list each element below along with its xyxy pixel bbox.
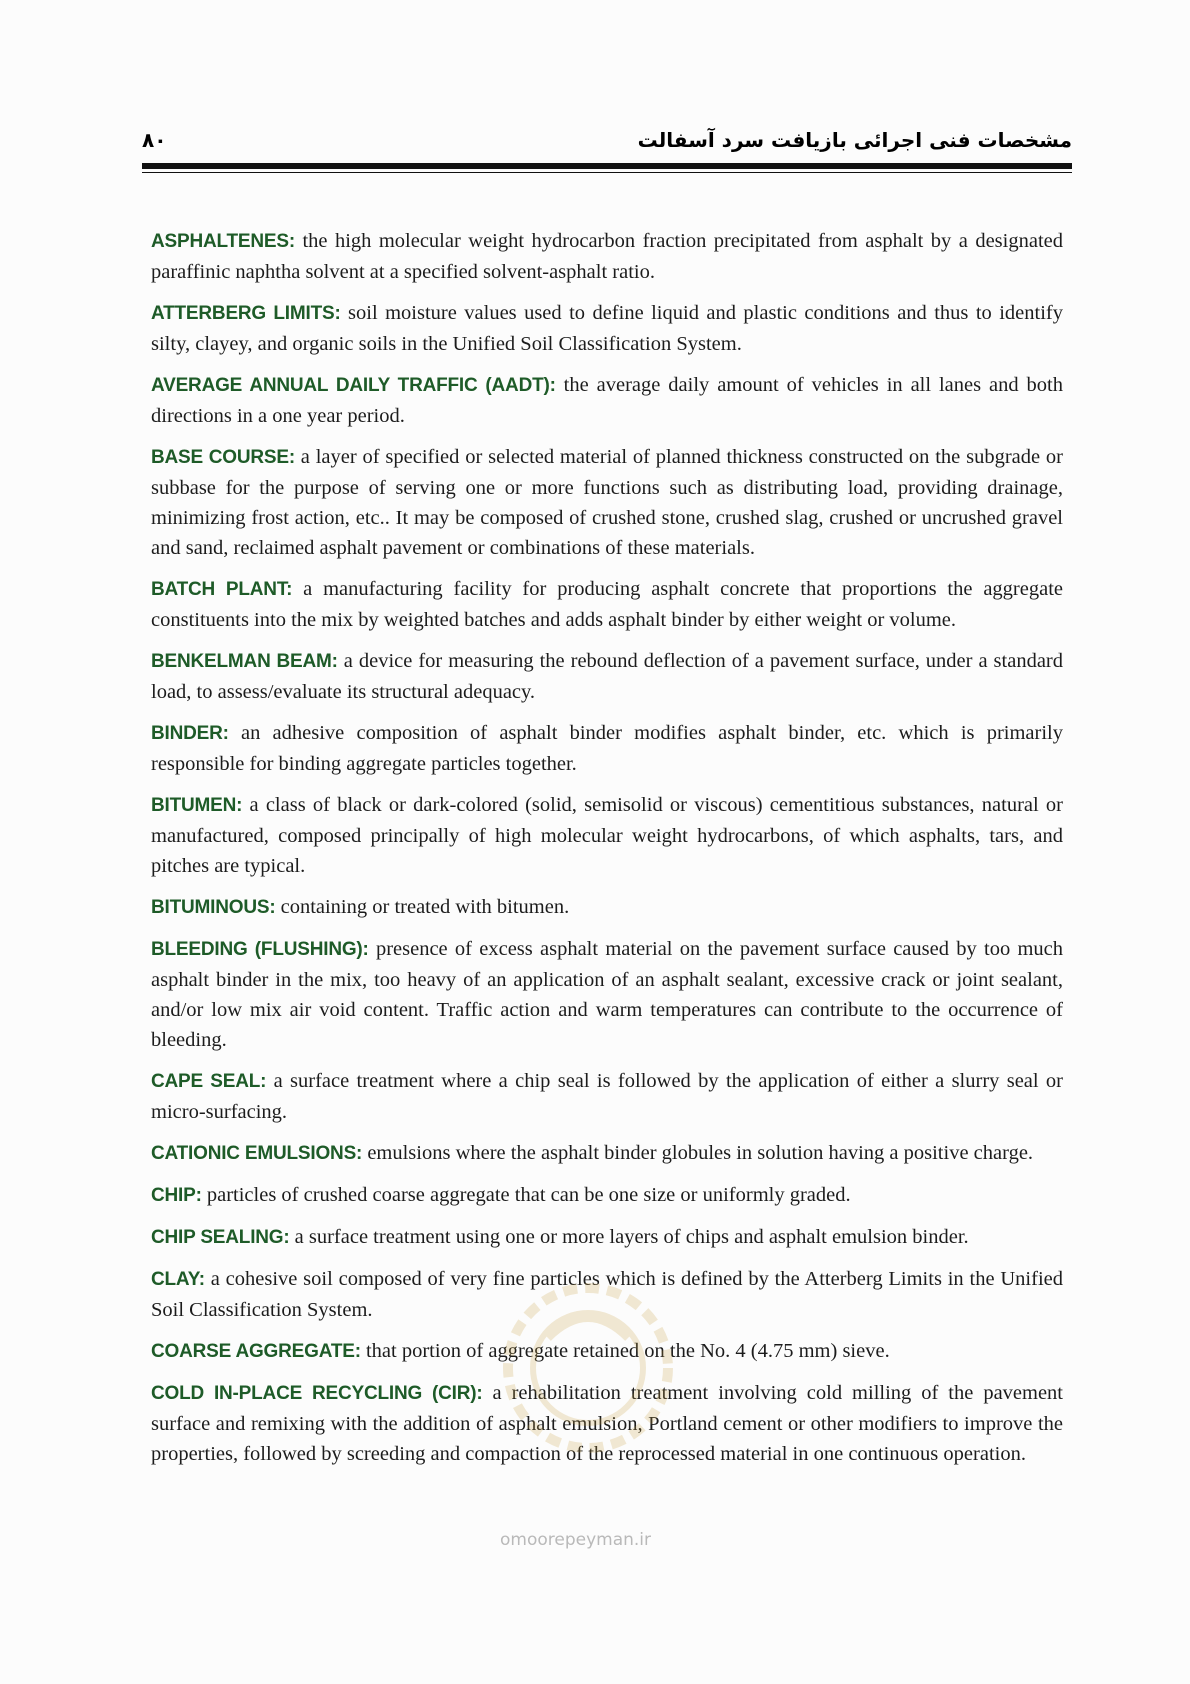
glossary-entry [151, 1138, 1063, 1169]
glossary-entry [151, 442, 1063, 563]
glossary-definition: that portion of aggregate retained on the No. 4 (4.75 mm) sieve. [360, 1340, 890, 1362]
glossary-term: BITUMEN: [151, 795, 243, 816]
glossary-term: CAPE SEAL: [151, 1071, 267, 1092]
glossary-term: BLEEDING (FLUSHING): [151, 939, 369, 960]
glossary-definition: a surface treatment where a chip seal is followed by the application of either a slurry seal or micro-surfacing. [151, 1070, 1063, 1123]
header-rule [142, 163, 1072, 169]
glossary-definition: presence of excess asphalt material on the pavement surface caused by too much asphalt binder in the mix, too heavy of an application of an asphalt sealant, excessive crack or joint sealant, and/or low mix air void content. Traffic action and warm temperatures can contribute to the occurrence of bleeding. [151, 938, 1063, 1051]
header-title: مشخصات فنی اجرائی بازیافت سرد آسفالت [637, 128, 1072, 152]
glossary-entry [151, 1180, 1063, 1211]
glossary-definition: soil moisture values used to define liquid and plastic conditions and thus to identify silty, clayey, and organic soils in the Unified Soil Classification System. [151, 302, 1063, 355]
glossary-definition: a rehabilitation treatment involving cold milling of the pavement surface and remixing with the addition of asphalt emulsion, Portland cement or other modifiers to improve the properties, followed by screeding and compaction of the reprocessed material in one continuous operation. [151, 1382, 1064, 1465]
glossary-term: BATCH PLANT: [151, 579, 293, 600]
header-rule-thin [142, 172, 1072, 173]
glossary-entry [151, 646, 1063, 707]
glossary-term: CHIP: [151, 1185, 202, 1206]
glossary-term: COARSE AGGREGATE: [151, 1341, 361, 1362]
glossary-definition: particles of crushed coarse aggregate that can be one size or uniformly graded. [201, 1184, 851, 1206]
glossary-entry [151, 370, 1063, 431]
glossary-term: COLD IN-PLACE RECYCLING (CIR): [151, 1383, 483, 1404]
glossary-term: BASE COURSE: [151, 447, 295, 468]
glossary-definition: a layer of specified or selected material of planned thickness constructed on the subgrade or subbase for the purpose of serving one or more functions such as distributing load, providing drainage, minimizing frost action, etc.. It may be composed of crushed stone, crushed slag, crushed or uncrushed gravel and sand, reclaimed asphalt pavement or combinations of these materials. [151, 446, 1063, 559]
glossary-term: AVERAGE ANNUAL DAILY TRAFFIC (AADT): [151, 375, 556, 396]
glossary-definition: a manufacturing facility for producing asphalt concrete that proportions the aggregate constituents into the mix by weighted batches and adds asphalt binder by either weight or volume. [151, 578, 1063, 631]
glossary-entry [151, 934, 1063, 1055]
glossary-definition: a surface treatment using one or more layers of chips and asphalt emulsion binder. [289, 1226, 969, 1248]
watermark-logo-icon [488, 1268, 688, 1468]
glossary-term: BENKELMAN BEAM: [151, 651, 338, 672]
glossary-term: ASPHALTENES: [151, 231, 295, 252]
glossary-term: CLAY: [151, 1269, 205, 1290]
glossary-definition: an adhesive composition of asphalt binder modifies asphalt binder, etc. which is primarily responsible for binding aggregate particles together. [151, 722, 1063, 775]
page-number: ۸۰ [142, 128, 167, 152]
glossary-definition: the high molecular weight hydrocarbon fraction precipitated from asphalt by a designated paraffinic naphtha solvent at a specified solvent-asphalt ratio. [151, 230, 1063, 283]
watermark-site: omoorepeyman.ir [500, 1530, 652, 1550]
glossary-definition: containing or treated with bitumen. [275, 896, 570, 918]
glossary-term: CHIP SEALING: [151, 1227, 290, 1248]
glossary-entry [151, 226, 1063, 287]
glossary-term: ATTERBERG LIMITS: [151, 303, 341, 324]
glossary-definition: a class of black or dark-colored (solid, semisolid or viscous) cementitious substances, natural or manufactured, composed principally of high molecular weight hydrocarbons, of which asphalts, tars, and pitches are typical. [151, 794, 1063, 877]
glossary-entry [151, 298, 1063, 359]
glossary-entry [151, 574, 1063, 635]
glossary-term: BITUMINOUS: [151, 897, 276, 918]
glossary-definition: emulsions where the asphalt binder globules in solution having a positive charge. [362, 1142, 1034, 1164]
glossary-entry [151, 1066, 1063, 1127]
glossary-definition: the average daily amount of vehicles in all lanes and both directions in a one year period. [151, 374, 1063, 427]
glossary-definition: a cohesive soil composed of very fine particles which is defined by the Atterberg Limits in the Unified Soil Classification System. [151, 1268, 1063, 1321]
glossary-entry [151, 790, 1063, 881]
glossary-term: BINDER: [151, 723, 229, 744]
glossary-entry [151, 718, 1063, 779]
glossary-entry [151, 892, 1063, 923]
glossary-entry [151, 1222, 1063, 1253]
glossary-definition: a device for measuring the rebound deflection of a pavement surface, under a standard load, to assess/evaluate its structural adequacy. [151, 650, 1063, 703]
glossary-term: CATIONIC EMULSIONS: [151, 1143, 363, 1164]
